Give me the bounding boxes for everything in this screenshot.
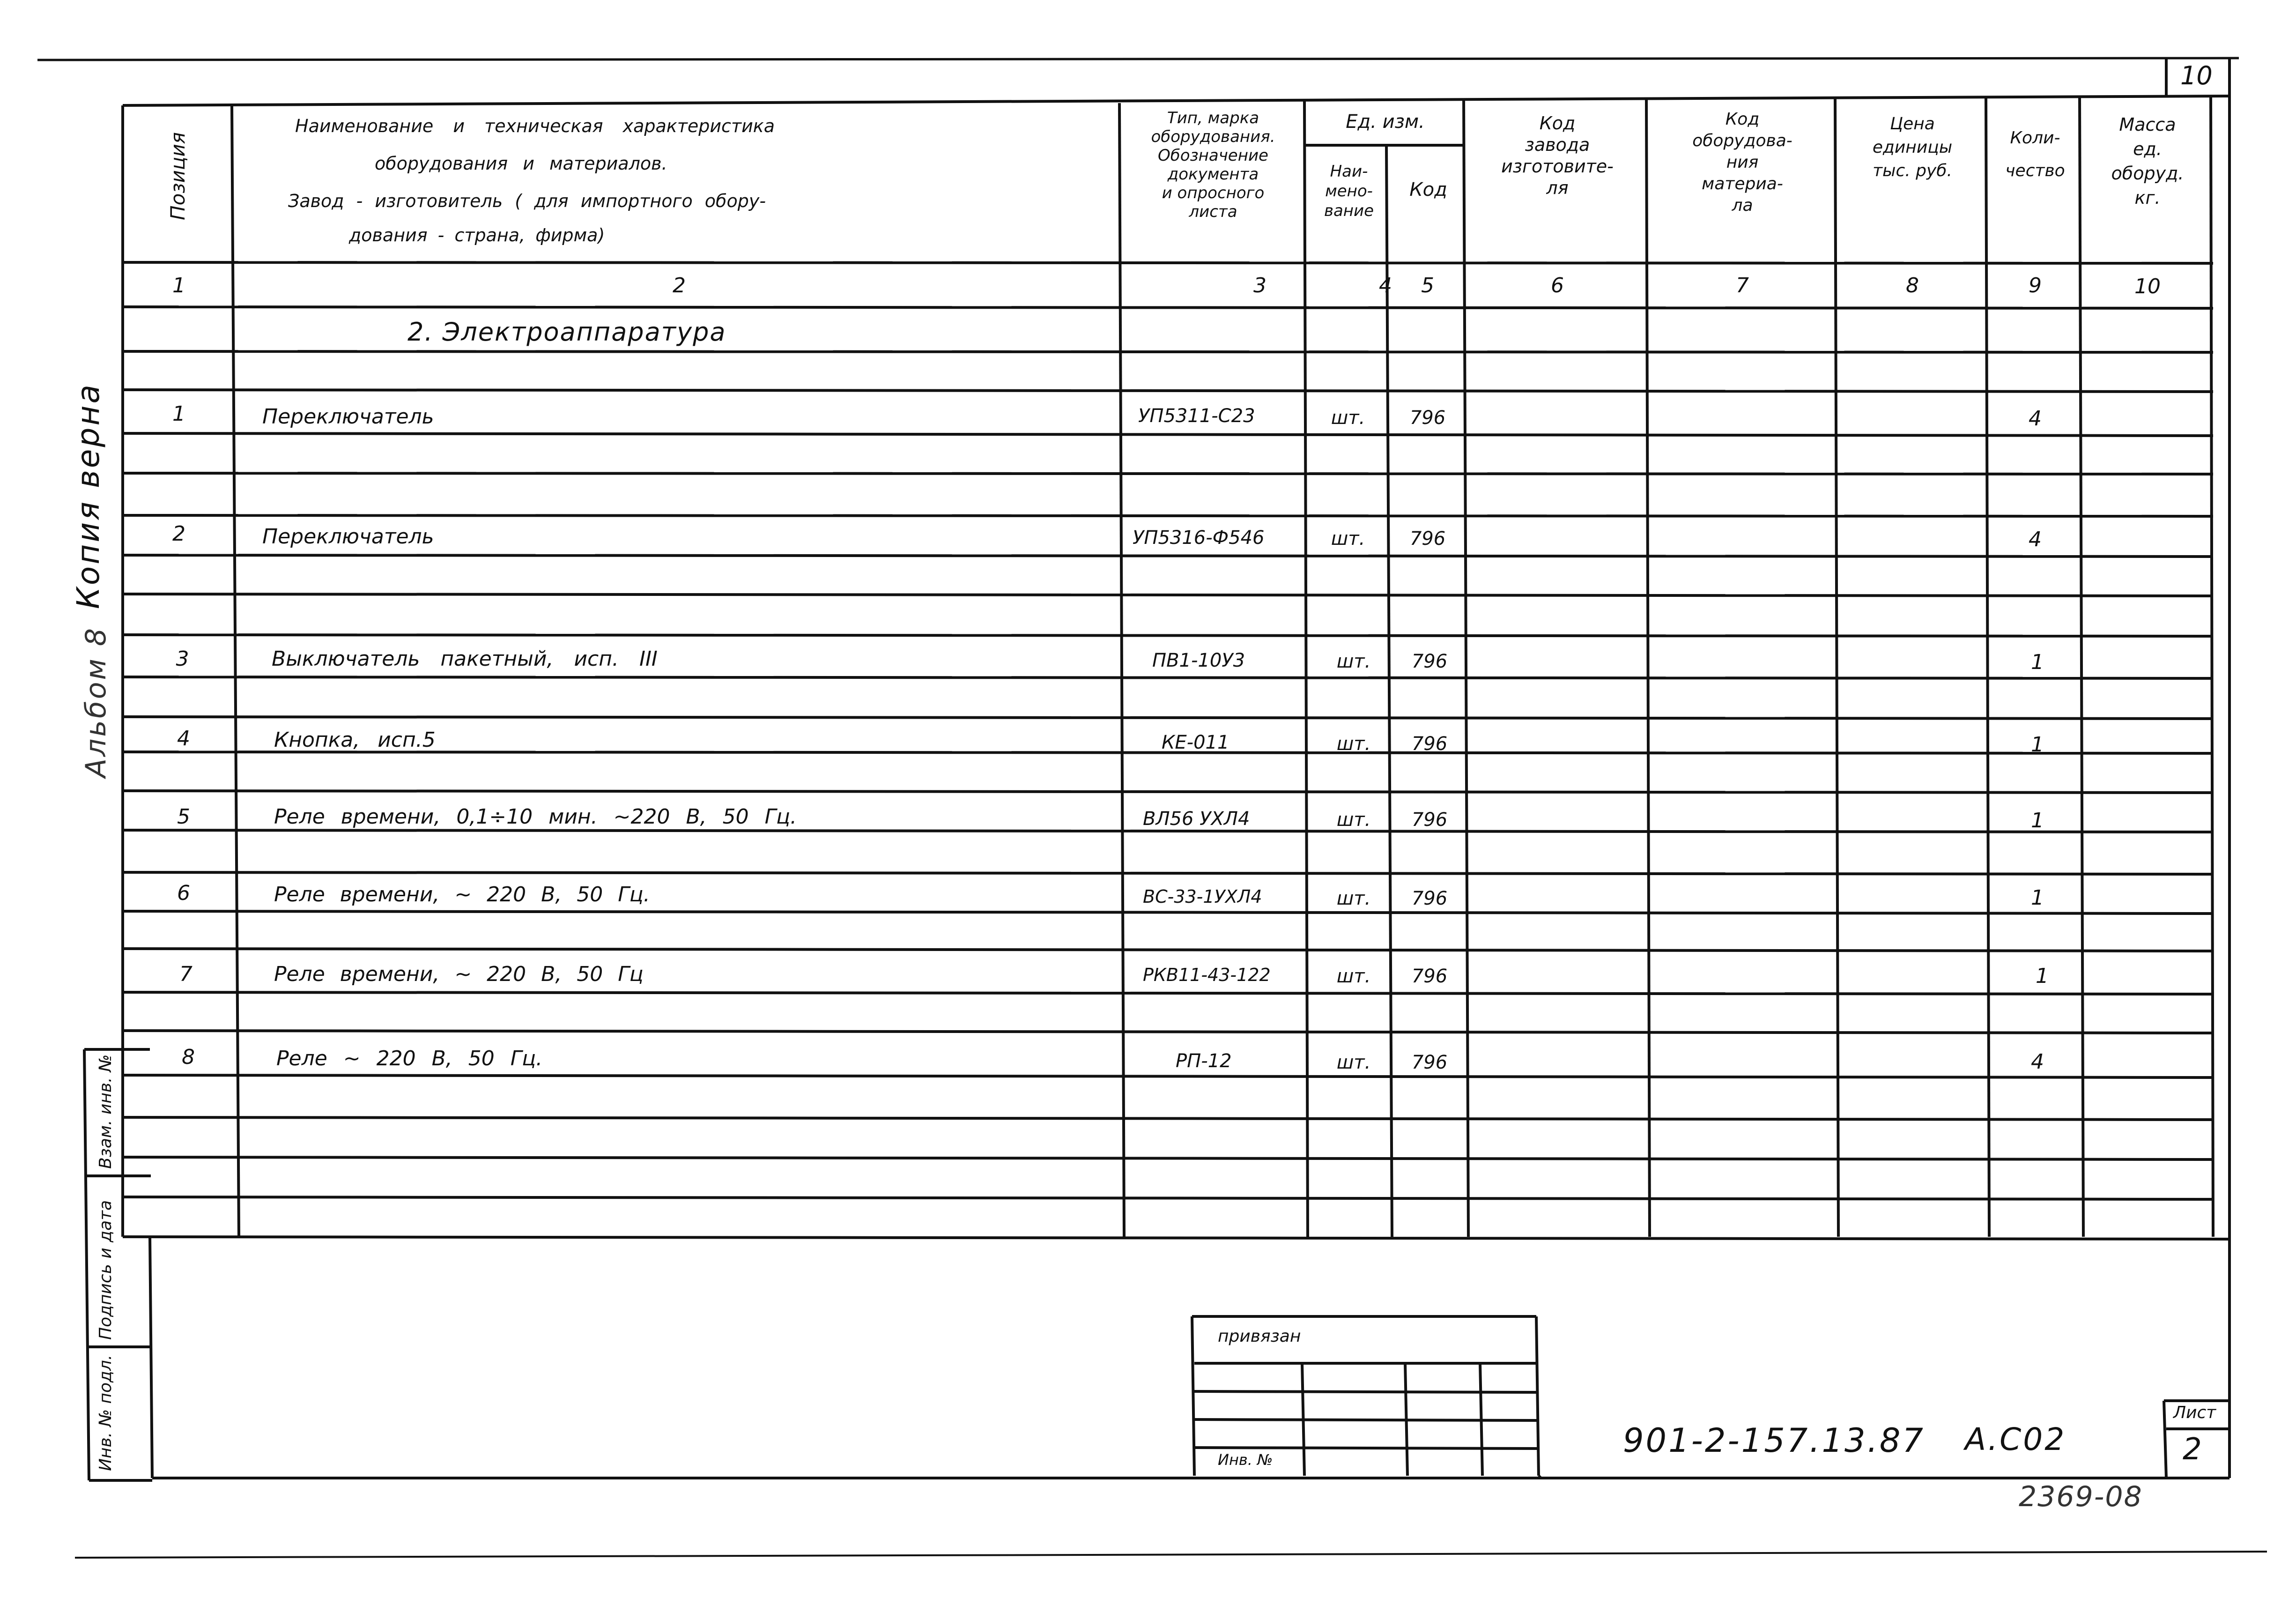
header-col7-l4: материа-: [1702, 174, 1783, 193]
row-pos: 7: [179, 962, 193, 986]
row-name: Переключатель: [262, 405, 434, 429]
colnum-10: 10: [2134, 275, 2161, 298]
row-name: Выключатель пакетный, исп. III: [272, 647, 658, 671]
row-type: КЕ-011: [1162, 732, 1229, 753]
row-pos: 1: [172, 402, 185, 426]
header-col6: [1466, 112, 1649, 199]
row-name: Реле времени, ~ 220 В, 50 Гц.: [274, 883, 650, 907]
row-qty: 1: [2036, 964, 2049, 988]
row-qty: 1: [2031, 809, 2044, 832]
colnum-3: 3: [1253, 274, 1267, 297]
row-code: 796: [1409, 528, 1446, 550]
header-col6-l3: изготовите-: [1501, 156, 1614, 177]
vzam-inv-label: Взам. инв. №: [96, 1054, 115, 1169]
header-col10-l1: Масса: [2119, 114, 2176, 135]
header-col1: Позиция: [166, 132, 189, 220]
header-col4-l2: мено-: [1325, 182, 1373, 201]
row-type: УП5311-С23: [1138, 405, 1255, 427]
header-col8-l3: тыс. руб.: [1873, 161, 1952, 180]
header-col7-l3: ния: [1726, 153, 1759, 172]
row-qty: 1: [2031, 733, 2044, 757]
header-col7-l1: Код: [1725, 110, 1760, 129]
row-type: ВЛ56 УХЛ4: [1143, 808, 1250, 830]
header-col10-l4: кг.: [2134, 187, 2161, 208]
document-sheet-code: А.С02: [1965, 1421, 2066, 1457]
row-pos: 6: [177, 881, 190, 905]
colnum-7: 7: [1736, 274, 1749, 297]
sheet-number: 2: [2183, 1432, 2202, 1467]
header-col2-line4: дования - страна, фирма): [349, 225, 605, 245]
inv-no-label: Инв. №: [1218, 1451, 1273, 1469]
row-code: 796: [1411, 966, 1448, 987]
header-col3-l3: Обозначение: [1158, 146, 1268, 165]
row-qty: 4: [2029, 407, 2042, 431]
row-unit: шт.: [1336, 888, 1371, 909]
row-name: Реле времени, ~ 220 В, 50 Гц: [274, 962, 644, 986]
row-name: Реле времени, 0,1÷10 мин. ~220 В, 50 Гц.: [274, 805, 797, 829]
sign-date-label: Подпись и дата: [96, 1200, 115, 1340]
row-unit: шт.: [1336, 1052, 1371, 1073]
row-qty: 1: [2031, 886, 2044, 910]
row-name: Кнопка, исп.5: [274, 728, 436, 752]
sheet-label: Лист: [2173, 1403, 2216, 1422]
row-name: Реле ~ 220 В, 50 Гц.: [276, 1047, 543, 1070]
section-title: 2. Электроаппаратура: [407, 317, 726, 347]
header-col10: [2082, 112, 2213, 210]
header-col7: [1649, 109, 1836, 216]
header-col3-l5: и опросного: [1162, 184, 1265, 202]
header-col10-l2: ед.: [2133, 139, 2162, 159]
row-qty: 1: [2031, 650, 2044, 674]
row-code: 796: [1411, 809, 1448, 831]
header-col4-l1: Наи-: [1330, 162, 1368, 181]
document-code: 901-2-157.13.87: [1623, 1421, 1925, 1460]
row-qty: 4: [2031, 1050, 2044, 1074]
colnum-9: 9: [2029, 274, 2042, 297]
colnum-8: 8: [1906, 274, 1919, 297]
row-unit: шт.: [1331, 407, 1365, 429]
header-col7-l2: оборудова-: [1692, 131, 1792, 150]
header-col8-l2: единицы: [1872, 138, 1953, 157]
row-unit: шт.: [1336, 809, 1371, 831]
colnum-2: 2: [673, 274, 686, 297]
row-type: РП-12: [1176, 1050, 1232, 1072]
header-col6-l1: Код: [1539, 113, 1576, 134]
header-col3-l6: листа: [1189, 202, 1237, 221]
header-col2-line1: Наименование и техническая характеристика: [295, 116, 775, 136]
row-qty: 4: [2029, 528, 2042, 551]
row-type: УП5316-Ф546: [1133, 527, 1265, 549]
row-unit: шт.: [1336, 966, 1371, 987]
header-col9-l2: чество: [2005, 161, 2065, 180]
colnum-6: 6: [1551, 274, 1564, 297]
row-code: 796: [1411, 888, 1448, 909]
header-col8: [1837, 112, 1988, 183]
colnum-1: 1: [172, 274, 185, 297]
header-col3: [1122, 109, 1304, 221]
archive-number: 2369-08: [2019, 1480, 2143, 1513]
header-col3-l2: оборудования.: [1151, 127, 1275, 146]
colnum-4: 4: [1379, 274, 1392, 297]
row-unit: шт.: [1336, 733, 1371, 755]
header-col9: [1988, 122, 2082, 187]
header-col7-l5: ла: [1732, 196, 1753, 215]
sheet-corner-number: 10: [2180, 61, 2213, 90]
header-col10-l3: оборуд.: [2111, 163, 2184, 184]
row-pos: 4: [177, 727, 190, 750]
header-col3-l1: Тип, марка: [1167, 109, 1259, 127]
header-col4-l3: вание: [1324, 201, 1374, 220]
row-code: 796: [1411, 651, 1448, 672]
privyazan-label: привязан: [1218, 1327, 1301, 1346]
row-pos: 8: [182, 1045, 195, 1069]
colnum-5: 5: [1421, 274, 1434, 297]
row-pos: 2: [172, 522, 185, 546]
row-type: ПВ1-10У3: [1152, 650, 1245, 671]
header-col2-line2: оборудования и материалов.: [375, 153, 667, 174]
row-name: Переключатель: [262, 525, 434, 549]
header-col8-l1: Цена: [1890, 114, 1935, 134]
copy-verified-stamp: Копия верна: [70, 383, 106, 609]
row-code: 796: [1411, 1052, 1448, 1073]
header-col3-l4: документа: [1167, 165, 1259, 184]
inv-orig-label: Инв. № подл.: [96, 1354, 115, 1471]
album-label: Альбом 8: [80, 626, 112, 778]
row-pos: 5: [177, 805, 190, 829]
row-code: 796: [1411, 733, 1448, 755]
row-type: ВС-33-1УХЛ4: [1143, 886, 1262, 907]
header-col9-l1: Коли-: [2010, 128, 2060, 148]
header-col4: [1307, 162, 1391, 221]
row-unit: шт.: [1336, 651, 1371, 672]
row-pos: 3: [176, 647, 189, 671]
row-type: РКВ11-43-122: [1143, 965, 1271, 985]
header-col6-l2: завода: [1525, 134, 1590, 155]
header-col2-line3: Завод - изготовитель ( для импортного обору-: [288, 191, 766, 211]
header-col5: Код: [1409, 179, 1447, 201]
row-unit: шт.: [1331, 528, 1365, 550]
header-col45: Ед. изм.: [1346, 111, 1425, 133]
header-col6-l4: ля: [1546, 178, 1569, 198]
row-code: 796: [1409, 407, 1446, 429]
